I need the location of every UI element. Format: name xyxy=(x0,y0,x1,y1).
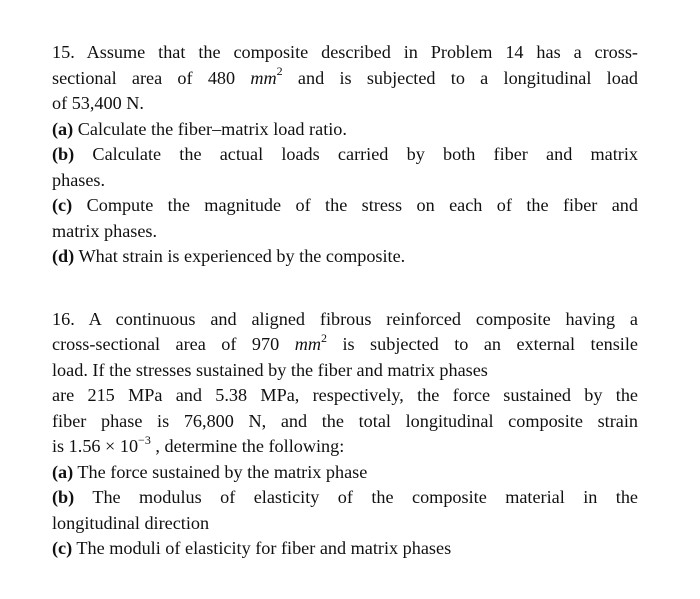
problem-15-line-2-text: sectional area of 480 xyxy=(52,67,251,88)
part-a-text: The force sustained by the matrix phase xyxy=(73,461,368,482)
problem-16 xyxy=(52,307,638,562)
problem-15-line-2 xyxy=(52,66,638,92)
part-a-text: Calculate the fiber–matrix load ratio. xyxy=(73,118,347,139)
problem-15-part-b-cont: phases. xyxy=(52,169,106,190)
part-d-label: (d) xyxy=(52,246,75,266)
area-unit: mm xyxy=(294,334,321,354)
part-a-label: (a) xyxy=(52,118,74,139)
part-c-text: Compute the magnitude of the stress on each of the fiber and xyxy=(72,195,638,215)
part-c-label: (c) xyxy=(52,538,73,558)
area-unit-exponent: 2 xyxy=(276,64,283,79)
problem-15-part-a xyxy=(52,117,638,143)
problem-16-part-a xyxy=(52,460,638,486)
part-d-text: What strain is experienced by the composite. xyxy=(74,246,406,266)
strain-exponent: −3 xyxy=(138,432,151,447)
problem-15 xyxy=(52,40,638,270)
problem-16-line-5: fiber phase is 76,800 N, and the total longitudinal composite strain xyxy=(52,410,638,431)
problem-15-line-1: 15. Assume that the composite described in Problem 14 has a cross- xyxy=(52,42,638,62)
area-unit: mm xyxy=(250,67,277,88)
problem-15-part-d xyxy=(52,244,638,270)
problem-15-line-2-rest: and is subjected to a longitudinal load xyxy=(282,67,638,88)
part-b-label: (b) xyxy=(52,144,75,164)
problem-16-line-1: 16. A continuous and aligned fibrous reinforced composite having a xyxy=(52,308,638,329)
part-b-text: Calculate the actual loads carried by both fiber and matrix xyxy=(74,144,638,164)
strain-text-rest: , determine the following: xyxy=(150,436,345,456)
part-b-label: (b) xyxy=(52,487,75,507)
part-a-label: (a) xyxy=(52,461,74,482)
problem-16-line-2-rest: is subjected to an external tensile xyxy=(326,334,638,354)
problem-15-part-c xyxy=(52,193,638,219)
area-unit-exponent: 2 xyxy=(320,330,327,345)
part-c-text: The moduli of elasticity for fiber and matrix phases xyxy=(72,538,452,558)
problem-16-line-6 xyxy=(52,434,638,460)
problem-15-line-3: of 53,400 N. xyxy=(52,93,144,113)
problem-16-line-2 xyxy=(52,332,638,358)
document-page xyxy=(52,40,638,562)
strain-text: is 1.56 × 10 xyxy=(52,436,139,456)
problem-15-part-b xyxy=(52,142,638,168)
problem-16-line-4: are 215 MPa and 5.38 MPa, respectively, the force sustained by the xyxy=(52,385,638,405)
problem-15-part-c-cont: matrix phases. xyxy=(52,220,158,241)
problem-16-part-c xyxy=(52,536,638,562)
problem-16-line-2-text: cross-sectional area of 970 xyxy=(52,334,295,354)
part-c-label: (c) xyxy=(52,195,73,215)
part-b-text: The modulus of elasticity of the composite material in the xyxy=(74,487,638,507)
problem-16-part-b-cont: longitudinal direction xyxy=(52,512,210,533)
problem-16-line-3: load. If the stresses sustained by the fiber and matrix phases xyxy=(52,359,488,380)
problem-16-part-b xyxy=(52,485,638,511)
